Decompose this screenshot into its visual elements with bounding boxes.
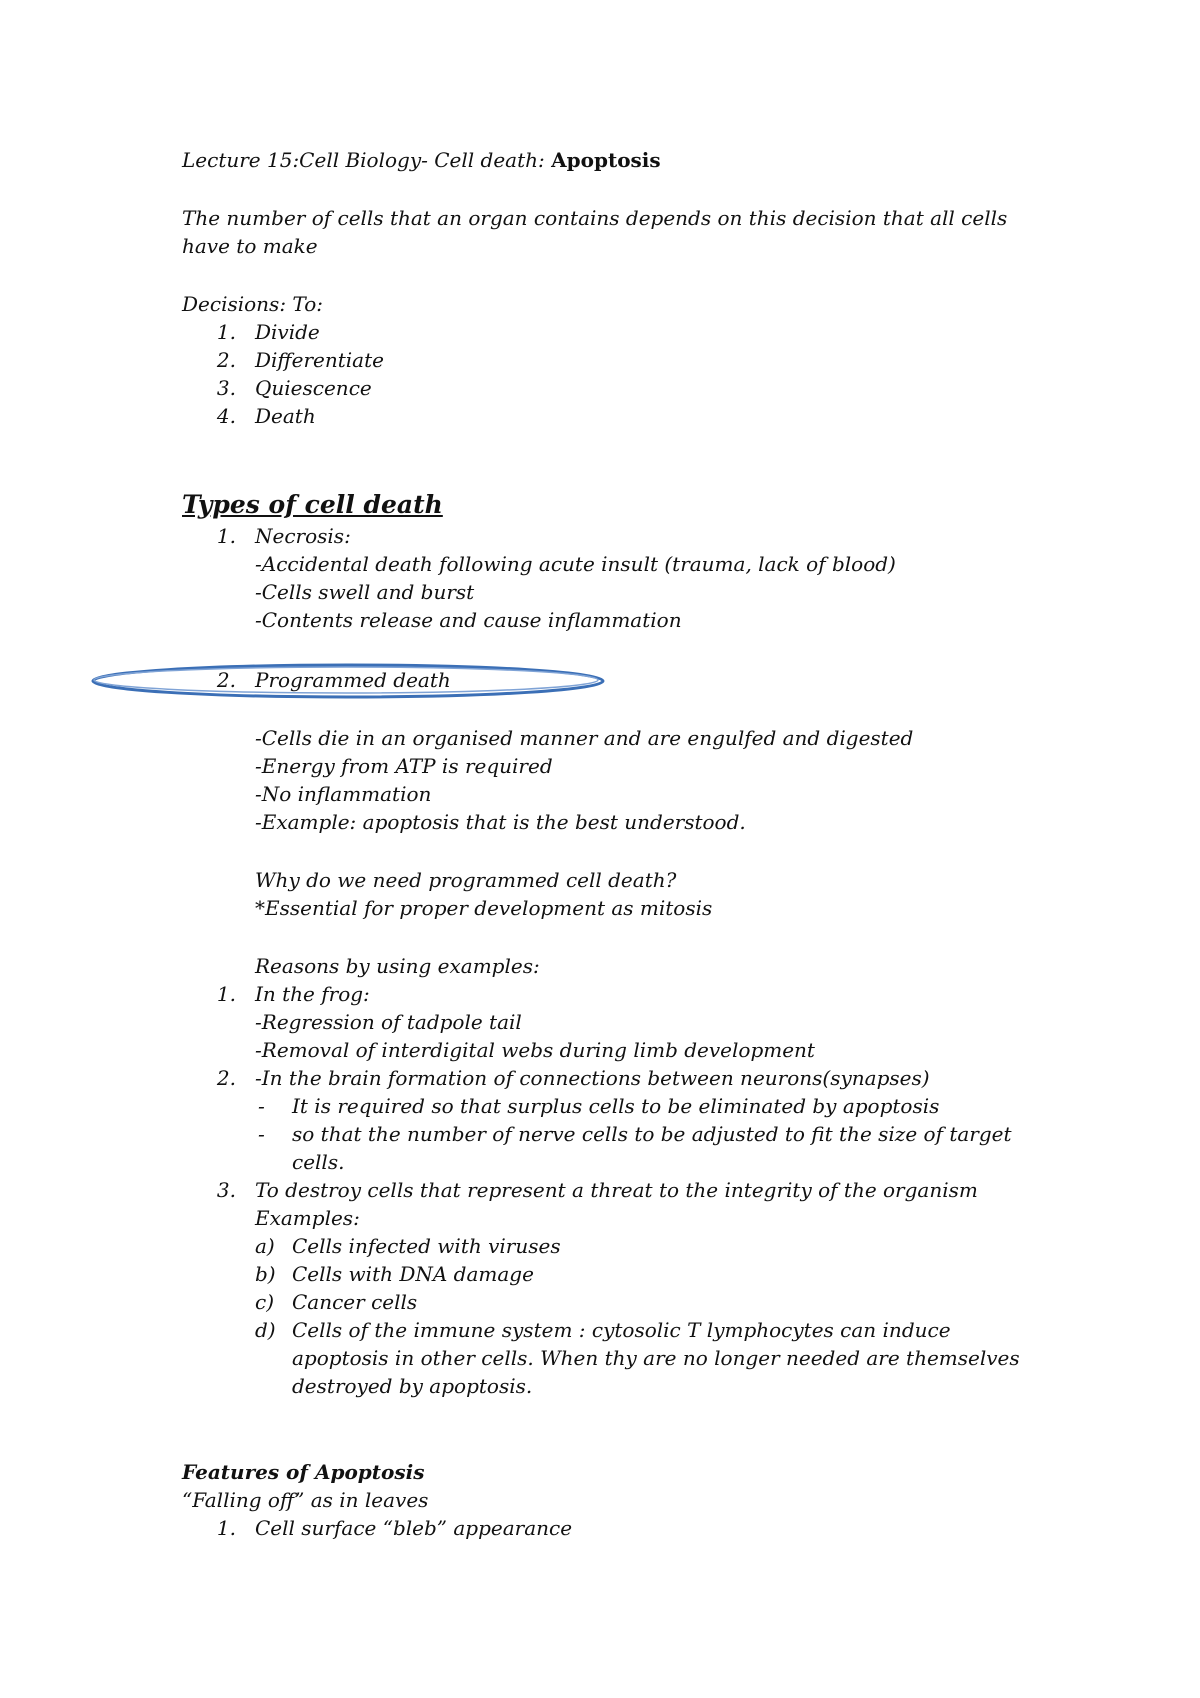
destroy-item: Cells with DNA damage: [292, 1262, 534, 1286]
letter-marker: b): [255, 1262, 276, 1286]
decision-number: 4.: [216, 404, 236, 428]
example-number: 2.: [216, 1066, 236, 1090]
programmed-line: -No inflammation: [255, 782, 432, 806]
type-number: 1.: [216, 524, 236, 548]
dash-bullet: -: [258, 1122, 265, 1146]
frog-line: -Regression of tadpole tail: [255, 1010, 522, 1034]
brain-bullet-cont: cells.: [292, 1150, 345, 1174]
programmed-line: -Example: apoptosis that is the best understood.: [255, 810, 746, 834]
decisions-heading: Decisions: To:: [182, 292, 323, 316]
types-of-cell-death-heading: Types of cell death: [182, 490, 443, 519]
destroy-label: To destroy cells that represent a threat to the integrity of the organism: [255, 1178, 978, 1202]
features-heading: Features of Apoptosis: [182, 1460, 425, 1484]
decision-item: Quiescence: [255, 376, 372, 400]
decision-item: Divide: [255, 320, 320, 344]
example-number: 1.: [216, 982, 236, 1006]
lecture-title-prefix: Lecture 15:Cell Biology- Cell death:: [182, 148, 552, 172]
essential-note: *Essential for proper development as mitosis: [255, 896, 713, 920]
programmed-death-label: Programmed death: [255, 668, 451, 692]
dash-bullet: -: [258, 1094, 265, 1118]
decision-number: 2.: [216, 348, 236, 372]
necrosis-label: Necrosis:: [255, 524, 351, 548]
why-question: Why do we need programmed cell death?: [255, 868, 677, 892]
necrosis-line: -Cells swell and burst: [255, 580, 475, 604]
type-number: 2.: [216, 668, 236, 692]
feature-number: 1.: [216, 1516, 236, 1540]
destroy-item: Cells infected with viruses: [292, 1234, 561, 1258]
destroy-item-cont: destroyed by apoptosis.: [292, 1374, 533, 1398]
decision-number: 3.: [216, 376, 236, 400]
destroy-sublabel: Examples:: [255, 1206, 360, 1230]
reasons-heading: Reasons by using examples:: [255, 954, 540, 978]
letter-marker: a): [255, 1234, 275, 1258]
destroy-item-cont: apoptosis in other cells. When thy are no longer needed are themselves: [292, 1346, 1020, 1370]
brain-label: -In the brain formation of connections between neurons(synapses): [255, 1066, 930, 1090]
destroy-item: Cells of the immune system : cytosolic T lymphocytes can induce: [292, 1318, 951, 1342]
example-number: 3.: [216, 1178, 236, 1202]
brain-bullet: so that the number of nerve cells to be adjusted to fit the size of target: [292, 1122, 1012, 1146]
lecture-title-topic: Apoptosis: [551, 148, 661, 172]
frog-line: -Removal of interdigital webs during limb development: [255, 1038, 815, 1062]
intro-line-1: The number of cells that an organ contains depends on this decision that all cells: [182, 206, 1008, 230]
decision-item: Death: [255, 404, 316, 428]
programmed-line: -Energy from ATP is required: [255, 754, 553, 778]
destroy-item: Cancer cells: [292, 1290, 418, 1314]
necrosis-line: -Accidental death following acute insult (trauma, lack of blood): [255, 552, 896, 576]
feature-item: Cell surface “bleb” appearance: [255, 1516, 573, 1540]
letter-marker: c): [255, 1290, 275, 1314]
intro-line-2: have to make: [182, 234, 318, 258]
brain-bullet: It is required so that surplus cells to be eliminated by apoptosis: [292, 1094, 940, 1118]
programmed-line: -Cells die in an organised manner and are engulfed and digested: [255, 726, 914, 750]
necrosis-line: -Contents release and cause inflammation: [255, 608, 682, 632]
frog-label: In the frog:: [255, 982, 370, 1006]
lecture-title: [182, 148, 661, 172]
letter-marker: d): [255, 1318, 276, 1342]
features-subtitle: “Falling off” as in leaves: [182, 1488, 429, 1512]
decision-item: Differentiate: [255, 348, 384, 372]
decision-number: 1.: [216, 320, 236, 344]
